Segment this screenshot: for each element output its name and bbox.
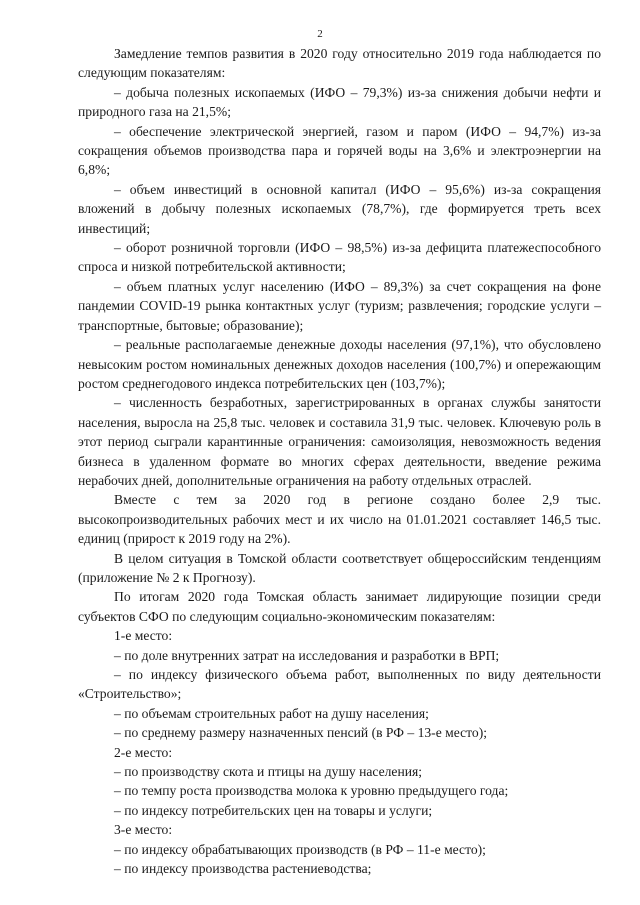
list-item-energy: – обеспечение электрической энергией, газом и паром (ИФО – 94,7%) из-за сокращения объемов производства пара и горячей воды на 3,6% и электроэнергии на 6,8%; [78, 123, 601, 178]
paragraph-trends: В целом ситуация в Томской области соответствует общероссийским тенденциям (приложение № 2 к Прогнозу). [78, 550, 601, 585]
list-item: – по индексу физического объема работ, выполненных по виду деятельности «Строительство»; [78, 667, 601, 702]
list-item: – по доле внутренних затрат на исследования и разработки в ВРП; [114, 647, 500, 663]
list-item: – по индексу потребительских цен на товары и услуги; [114, 802, 433, 818]
paragraph-workplaces: Вместе с тем за 2020 год в регионе создано более 2,9 тыс. высокопроизводительных рабочих мест и их число на 01.01.2021 составляет 146,5 тыс. единиц (прирост к 2019 году на 2%). [78, 492, 601, 547]
list-item: – по индексу производства растениеводства; [114, 861, 372, 877]
rank-heading-3: 3-е место: [114, 822, 173, 838]
list-item: – по объемам строительных работ на душу населения; [114, 705, 429, 721]
list-item-mining: – добыча полезных ископаемых (ИФО – 79,3%) из-за снижения добычи нефти и природного газа на 21,5%; [78, 84, 601, 120]
list-item-unemployment: – численность безработных, зарегистрированных в органах службы занятости населения, выросла на 25,8 тыс. человек и составила 31,9 тыс. человек. Ключевую роль в этот период сыграли карантинные ограничения: самоизоляция, невозможность ведения бизнеса в удаленном формате во многих сферах деятельности, введение режима нерабочих дней, дополнительные ограничения на работу отдельных отраслей. [78, 395, 601, 488]
page-number: 2 [317, 28, 323, 40]
list-item: – по производству скота и птицы на душу населения; [114, 764, 423, 780]
list-item: – по темпу роста производства молока к уровню предыдущего года; [114, 783, 509, 799]
intro-paragraph: Замедление темпов развития в 2020 году относительно 2019 года наблюдается по следующим показателям: [78, 46, 601, 81]
list-item-retail: – оборот розничной торговли (ИФО – 98,5%) из-за дефицита платежеспособного спроса и низкой потребительской активности; [78, 240, 601, 275]
rank-heading-2: 2-е место: [114, 744, 173, 760]
list-item-income: – реальные располагаемые денежные доходы населения (97,1%), что обусловлено невысоким ростом номинальных денежных доходов населения (100,7%) и опережающим ростом среднегодового индекса потребительских цен (103,7%); [78, 337, 601, 391]
list-item: – по индексу обрабатывающих производств (в РФ – 11-е место); [114, 841, 486, 857]
paragraph-leading-positions: По итогам 2020 года Томская область занимает лидирующие позиции среди субъектов СФО по следующим социально-экономическим показателям: [78, 589, 601, 624]
rank-heading-1: 1-е место: [114, 628, 173, 644]
list-item-paid-services: – объем платных услуг населению (ИФО – 89,3%) за счет сокращения на фоне пандемии COVID-19 рынка контактных услуг (туризм; развлечения; городские услуги – транспортные, бытовые; образование); [78, 278, 601, 333]
document-body [78, 44, 601, 878]
list-item-investment: – объем инвестиций в основной капитал (ИФО – 95,6%) из-за сокращения вложений в добычу полезных ископаемых (78,7%), где формируется треть всех инвестиций; [78, 181, 601, 236]
list-item: – по среднему размеру назначенных пенсий (в РФ – 13-е место); [114, 725, 488, 741]
